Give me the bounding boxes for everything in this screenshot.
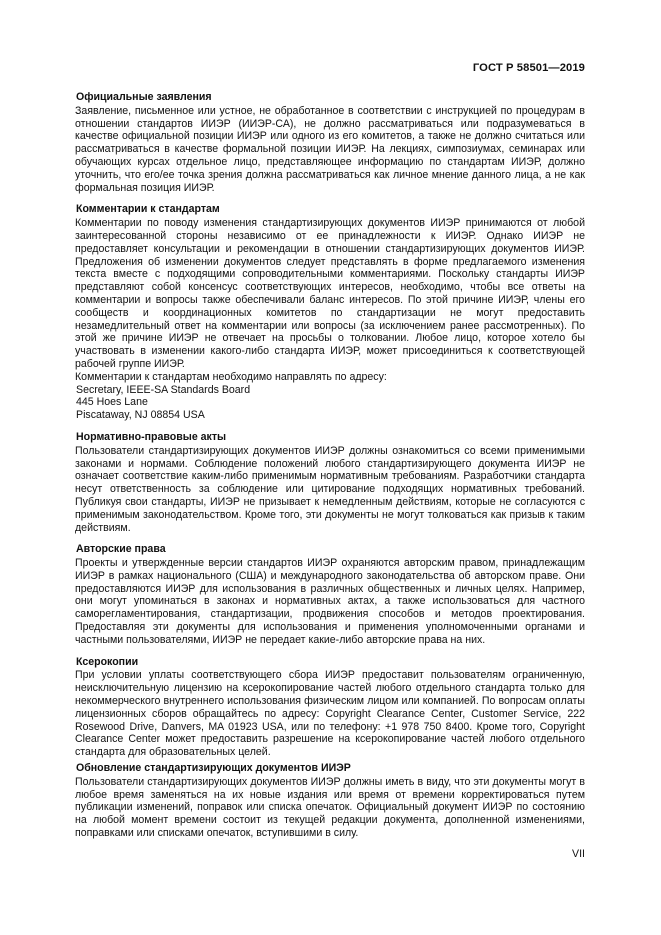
section-comments-on-standards xyxy=(75,203,585,422)
page-number: VII xyxy=(572,848,585,860)
paragraph: Проекты и утвержденные версии стандартов ИИЭР охраняются авторским правом, принадлежащим ИИЭР в рамках национального (США) и международного законодательства об авторском праве. Они предоставляются ИИЭР для использования в различных общественных и личных целях. Например, они могут упоминаться в законах и нормативных актах, а также использоваться для частного саморегламентирования, стандартизации, продвижения способов и методов проектирования. Предоставляя эти документы для использования и применения уполномоченными органами и частными пользователями, ИИЭР не передает какие-либо авторские права на них. xyxy=(75,557,585,646)
paragraph: При условии уплаты соответствующего сбора ИИЭР предоставит пользователям ограниченную, неисключительную лицензию на ксерокопирование частей любого отдельного стандарта только для некоммерческого внутреннего использования физическим лицом или компанией. По вопросам оплаты лицензионных сборов обращайтесь по адресу: Copyright Clearance Center, Customer Service, 222 Rosewood Drive, Danvers, MA 01923 USA, или по телефону: +1 978 750 8400. Кроме того, Copyright Clearance Center может предоставить разрешение на ксерокопирование частей любого отдельного стандарта для образовательных целей. xyxy=(75,669,585,759)
address-line: 445 Hoes Lane xyxy=(76,396,148,409)
paragraph: Пользователи стандартизирующих документов ИИЭР должны ознакомиться со всеми применимыми законами и нормами. Соблюдение положений любого стандартизирующего документа ИИЭР не означает соответствие каким-либо применимым нормативным требованиям. Разработчики стандарта несут ответственность за соблюдение или цитирование подходящих нормативных требований. Публикуя свои стандарты, ИИЭР не призывает к немедленным действиям, которые не согласуются с применимым законодательством. Кроме того, эти документы не могут толковаться как призыв к таким действиям. xyxy=(75,444,585,534)
section-heading: Комментарии к стандартам xyxy=(76,203,220,216)
section-heading: Ксерокопии xyxy=(76,655,139,668)
paragraph: Пользователи стандартизирующих документов ИИЭР должны иметь в виду, что эти документы могут в любое время заменяться на их новые издания или время от времени корректироваться путем публикации изменений, поправок или списка опечаток. Официальный документ ИИЭР по состоянию на любой момент времени состоит из текущей редакции документа, дополненной изменениями, поправками или списками опечаток, вступившими в силу. xyxy=(75,775,585,840)
section-copyright xyxy=(75,543,585,646)
section-heading: Нормативно-правовые акты xyxy=(76,430,227,443)
section-heading: Обновление стандартизирующих документов ИИЭР xyxy=(76,762,351,775)
document-body xyxy=(75,91,585,849)
paragraph: Комментарии к стандартам необходимо направлять по адресу: xyxy=(75,370,387,383)
section-official-statements xyxy=(75,91,585,194)
address-line: Secretary, IEEE-SA Standards Board xyxy=(76,383,251,396)
section-photocopies xyxy=(75,656,585,759)
document-code: ГОСТ Р 58501—2019 xyxy=(472,62,585,74)
section-regulations xyxy=(75,431,585,534)
section-heading: Официальные заявления xyxy=(76,91,212,103)
section-updating-documents xyxy=(75,762,585,840)
paragraph: Комментарии по поводу изменения стандартизирующих документов ИИЭР принимаются от любой заинтересованной стороны независимо от ее принадлежности к ИИЭР. Однако ИИЭР не предоставляет консультации и рекомендации в отношении стандартизирующих документов ИИЭР. Предложения об изменении документов следует представлять в форме предлагаемого изменения текста вместе с подходящими сопроводительными комментариями. Поскольку стандарты ИИЭР представляют собой консенсус соответствующих интересов, необходимо, чтобы все ответы на комментарии и вопросы также обеспечивали баланс интересов. По этой причине ИИЭР, члены его сообществ и координационных комитетов по стандартизации не могут предоставить незамедлительный ответ на комментарии или вопросы (за исключением ранее рассмотренных). По этой же причине ИИЭР не отвечает на просьбы о толковании. Любое лицо, которое хотело бы участвовать в изменении какого-либо стандарта ИИЭР, может присоединиться к соответствующей рабочей группе ИИЭР. xyxy=(75,217,585,370)
mailing-address xyxy=(75,384,585,422)
address-line: Piscataway, NJ 08854 USA xyxy=(76,409,205,422)
section-heading: Авторские права xyxy=(76,543,166,556)
paragraph: Заявление, письменное или устное, не обработанное в соответствии с инструкцией по процедурам в отношении стандартов ИИЭР (ИИЭР-СА), не должно рассматриваться или подразумеваться в качестве официальной позиции ИИЭР или одного из его комитетов, а также не должно считаться или рассматриваться в качестве формальной позиции ИИЭР. На лекциях, симпозиумах, семинарах или обучающих курсах отдельное лицо, представляющее информацию по стандартам ИИЭР, должно уточнить, что его/ее точка зрения должна рассматриваться как личное мнение данного лица, а не как формальная позиция ИИЭР. xyxy=(75,104,585,194)
